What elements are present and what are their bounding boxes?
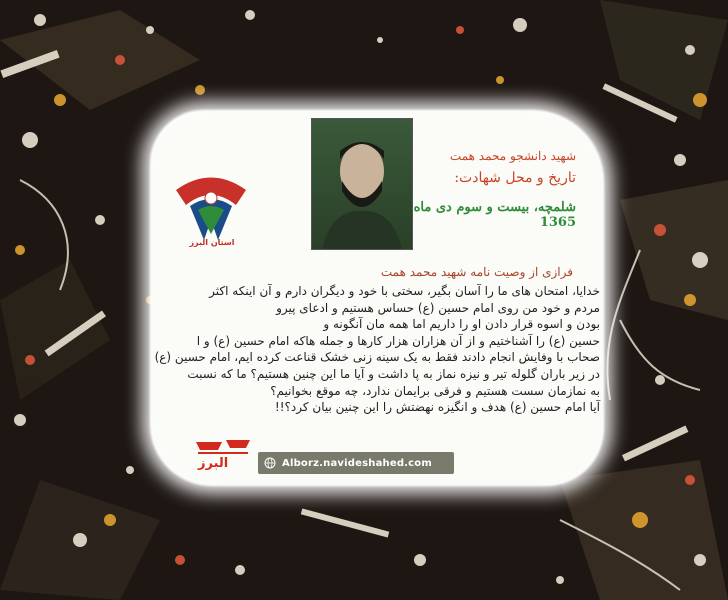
date-place-label: تاریخ و محل شهادت:	[454, 170, 576, 186]
globe-icon	[264, 457, 276, 469]
will-text	[154, 283, 600, 416]
will-line: آیا امام حسین (ع) هدف و انگیزه نهضتش را این چنین بیان کرد؟!!	[274, 400, 600, 415]
will-line: حسین (ع) را آشناختیم و از آن هزاران هزار کارها و جمله هاکه امام حسین (ع) و ا	[196, 333, 600, 348]
site-url[interactable]: Alborz.navideshahed.com	[282, 457, 432, 469]
will-line: مردم و خود من روی امام حسین (ع) حساس هستیم و ادعای پیرو	[276, 300, 600, 315]
will-line: خدایا، امتحان های ما را آسان بگیر، سختی با خود و دیگران دارم و آن اینکه اکثر	[209, 284, 600, 298]
martyr-info	[396, 148, 576, 230]
brand-name: البرز	[198, 456, 229, 471]
date-place-value: شلمچه، بیست و سوم دی ماه 1365	[413, 200, 576, 230]
will-title: فرازی از وصیت نامه شهید محمد همت	[380, 265, 573, 279]
will-line: در زیر باران گلوله تیر و نیزه نماز به پا داشت و آیا ما این چنین هستیم؟ ما که نسبت	[187, 366, 600, 381]
site-url-badge[interactable]	[258, 452, 454, 474]
will-line: صحاب با وفایش انجام دادند فقط به یک سینه زنی خشک قناعت کرده ایم، امام حسین (ع)	[154, 350, 600, 365]
will-line: بودن و اسوه قرار دادن او را داریم اما همه مان آنگونه و	[323, 317, 600, 332]
will-line: به نمازمان سست هستیم و فرقی برایمان ندارد، چه موقع بخوانیم؟	[270, 383, 600, 398]
logo-caption: استان البرز	[189, 238, 235, 247]
martyr-name: شهید دانشجو محمد همت	[449, 149, 576, 163]
